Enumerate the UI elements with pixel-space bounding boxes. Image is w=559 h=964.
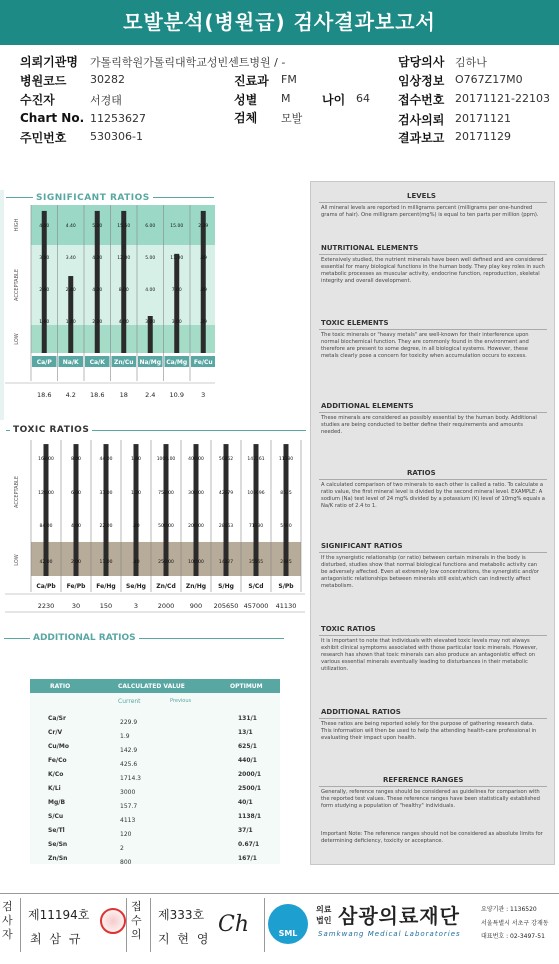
ratio-value: 30	[71, 602, 81, 610]
reference-text: Generally, reference ranges should be considered as guidelines for comparison with the reported test values. These reference ranges have been statistically established form studying a population of "healthy" individuals.	[321, 789, 540, 809]
ratio-name: K/Co	[48, 771, 64, 778]
report-title: 모발분석(병원급) 검사결과보고서	[0, 0, 559, 45]
current-value: 4113	[120, 817, 136, 824]
ratio-label: Ca/K	[89, 359, 105, 366]
current-value: 229.9	[120, 719, 138, 726]
tick-label: 1.40	[65, 320, 76, 325]
ratio-name: Fe/Co	[48, 757, 67, 764]
ratio-value: 900	[189, 602, 203, 610]
ratio-name: K/Li	[48, 785, 61, 792]
current-value: 1.9	[120, 733, 130, 740]
ratio-label: Se/Hg	[126, 583, 146, 590]
sig-ratios-title: SIGNIFICANT RATIOS	[33, 193, 153, 203]
optimum-value: 167/1	[238, 855, 257, 862]
additional-elements-heading: ADDITIONAL ELEMENTS	[321, 402, 414, 410]
tick-label: 8535	[280, 491, 292, 496]
tick-label: 168.00	[38, 457, 54, 462]
tick-label: 71130	[248, 524, 264, 529]
institution-label: 의뢰기관명	[20, 55, 78, 69]
report-date-value: 20171129	[455, 130, 511, 143]
tick-label: 100.00	[188, 560, 204, 565]
ratio-label: Fe/Pb	[66, 583, 86, 590]
tick-label: 4.00	[39, 224, 50, 229]
tick-label: 11.00	[170, 256, 184, 261]
col-current: Current	[118, 698, 141, 705]
tick-label: 8.00	[118, 288, 129, 293]
ratio-label: Ca/Mg	[166, 359, 188, 366]
optimum-value: 625/1	[238, 743, 257, 750]
tick-label: 1.20	[130, 491, 142, 496]
ratio-bar	[44, 444, 49, 576]
org-name: 삼광의료재단	[338, 904, 460, 928]
ratio-label: Zn/Cd	[156, 583, 176, 590]
ratio-name: S/Cu	[48, 813, 64, 820]
tick-label: 84.00	[39, 524, 53, 529]
age-value: 64	[356, 92, 370, 105]
tick-label: 1.60	[39, 320, 50, 325]
ratio-bar	[284, 444, 289, 576]
additional-ratios-text: These ratios are being reported solely for the purpose of gathering research data. This information will then be used to help the attending health-care professional in evaluating their impact upon health.	[321, 721, 537, 741]
optimum-value: 2000/1	[238, 771, 262, 778]
tick-label: 4.20	[92, 256, 103, 261]
ratio-name: Zn/Sn	[48, 855, 68, 862]
org-prefix-1: 의료	[316, 905, 332, 914]
toxic-ratios-heading: TOXIC RATIOS	[321, 625, 376, 633]
tick-label: 7.00	[171, 288, 182, 293]
zone-label: ACCEPTABLE	[14, 476, 20, 508]
ratios-text: A calculated comparison of two minerals to each other is called a ratio. To calculate a ratio value, the first mineral level is divided by the second mineral level. EXAMPLE: A sodium (Na) test level of 24 mg% divided by a potassium (K) level of 10mg% equals a Na/K ratio of 2.4 to 1.	[321, 482, 545, 509]
ratio-value: 457000	[243, 602, 269, 610]
tick-label: 11.00	[99, 560, 113, 565]
additional-ratios-table	[30, 679, 280, 864]
ratio-value: 10.9	[169, 391, 184, 399]
tick-label: 500.00	[158, 524, 174, 529]
ratio-label: Fe/Cu	[193, 359, 213, 366]
footer	[0, 893, 559, 956]
col-calculated: CALCULATED VALUE	[118, 683, 185, 690]
tick-label: 42.00	[39, 560, 53, 565]
nutritional-heading: NUTRITIONAL ELEMENTS	[321, 244, 419, 252]
significant-text: If the synergistic relationship (or ratio) between certain minerals in the body is disturbed, studies show that normal biological functions and metabolic activity can be adversely affected. Even at extremely low concentrations, the synergistic and/or antagonistic relationships between minerals still exist,which can indirectly affect metabolism.	[321, 555, 539, 589]
tick-label: 28453	[218, 524, 234, 529]
tick-label: 15.00	[170, 224, 184, 229]
optimum-value: 440/1	[238, 757, 257, 764]
toxic-ratios-text: It is important to note that individuals with elevated toxic levels may not always exhibit clinical symptoms associated with those particular toxic minerals. However, research has shown that toxic minerals can also produce an antagonistic effect on various essential minerals eventually leading to disturbances in their metabolic utilization.	[321, 638, 538, 672]
examiner-name: 최 삼 규	[30, 932, 83, 946]
dept-label: 진료과	[234, 74, 269, 88]
toxic-ratios-chart	[5, 436, 305, 614]
tick-label: 2845	[280, 560, 292, 565]
examiner-license: 제11194호	[28, 908, 90, 922]
receipt-label: 접수번호	[398, 93, 445, 107]
tick-label: 6.00	[145, 224, 156, 229]
ratio-bar	[174, 254, 179, 353]
tick-label: .80	[132, 524, 140, 529]
tick-label: 5.20	[92, 224, 103, 229]
tick-label: 300.00	[188, 491, 204, 496]
significant-heading: SIGNIFICANT RATIOS	[321, 542, 403, 550]
receiver-license: 제333호	[158, 908, 205, 922]
tick-label: 56852	[218, 457, 234, 462]
tick-label: 4.00	[70, 524, 82, 529]
sex-label: 성별	[234, 93, 258, 107]
toxic-ratios-title: TOXIC RATIOS	[10, 425, 92, 435]
tick-label: 4.00	[118, 320, 129, 325]
tick-label: 142261	[247, 457, 265, 462]
tick-label: .89	[199, 288, 207, 293]
ratio-label: Na/Mg	[139, 359, 162, 366]
zone-label: HIGH	[14, 218, 20, 232]
tick-label: 1.60	[130, 457, 142, 462]
significant-ratios-chart	[5, 203, 215, 403]
current-value: 425.6	[120, 761, 138, 768]
current-value: 800	[120, 859, 132, 866]
request-value: 20171121	[455, 112, 511, 125]
ratio-value: 41130	[275, 602, 297, 610]
receiver-name: 지 현 영	[158, 932, 211, 946]
optimum-value: 1138/1	[238, 813, 262, 820]
col-optimum: OPTIMUM	[230, 683, 263, 690]
toxic-elements-text: The toxic minerals or "heavy metals" are well-known for their interference upon normal biochemical function. They are commonly found in the environment and therefore are present to some degree, in all biological systems. However, these metals clearly pose a concern for toxicity when accumulation occurs to excess.	[321, 332, 529, 359]
tick-label: 4.40	[65, 224, 76, 229]
ratio-bar	[74, 444, 79, 576]
resident-value: 530306-1	[90, 130, 143, 143]
ratio-value: 18.6	[37, 391, 52, 399]
ratio-label: S/Pb	[278, 583, 294, 590]
ratio-bar	[194, 444, 199, 576]
specimen-label: 검체	[234, 111, 258, 125]
tick-label: 3.00	[39, 256, 50, 261]
resident-label: 주민번호	[20, 131, 67, 145]
doctor-value: 김하나	[455, 56, 487, 69]
ratio-name: Ca/Sr	[48, 715, 66, 722]
tick-label: 5.00	[145, 256, 156, 261]
current-value: 2	[120, 845, 124, 852]
reference-note: Important Note: The reference ranges should not be considered as absolute limits for determining deficiency, toxicity or acceptance.	[321, 831, 543, 844]
left-margin-stripe	[0, 190, 4, 420]
chart-no-value: 11253627	[90, 112, 146, 125]
clinical-label: 임상정보	[398, 74, 445, 88]
tick-label: 750.00	[158, 491, 174, 496]
optimum-value: 2500/1	[238, 785, 262, 792]
signature: Ch	[218, 912, 250, 937]
tick-label: 400.00	[188, 457, 204, 462]
tick-label: 15.50	[117, 224, 131, 229]
sex-value: M	[281, 92, 291, 105]
col-previous: Previous	[170, 698, 192, 704]
zone-label: LOW	[14, 554, 20, 566]
tick-label: 2.00	[70, 560, 82, 565]
optimum-value: 37/1	[238, 827, 253, 834]
doctor-label: 담당의사	[398, 55, 445, 69]
ratio-value: 2000	[157, 602, 175, 610]
hospital-code-label: 병원코드	[20, 74, 67, 88]
ratio-bar	[121, 211, 126, 353]
additional-elements-text: These minerals are considered as possibly essential by the human body. Additional studies are being conducted to better define their requirements and amounts needed.	[321, 415, 537, 435]
current-value: 157.7	[120, 803, 138, 810]
tick-label: .89	[199, 256, 207, 261]
toxic-elements-heading: TOXIC ELEMENTS	[321, 319, 389, 327]
ratio-label: Zn/Cu	[114, 359, 134, 366]
current-value: 3000	[120, 789, 136, 796]
tick-label: 2.60	[39, 288, 50, 293]
org-english: Samkwang Medical Laboratories	[318, 930, 461, 938]
tick-label: 14227	[218, 560, 234, 565]
ratio-label: S/Cd	[248, 583, 264, 590]
ratio-name: Se/Sn	[48, 841, 68, 848]
telephone: 대표번호 : 02-3497-51	[481, 933, 545, 940]
tick-label: .39	[199, 320, 207, 325]
tick-label: 42679	[218, 491, 234, 496]
nutritional-text: Extensively studied, the nutrient minerals have been well defined and are considered essential for many biological functions in the human body. They play key roles in such metabolic processes as muscular activity, endocrine function, reproduction, skeletal integrity and overall development.	[321, 257, 545, 284]
org-prefix-2: 법인	[316, 916, 332, 925]
clinical-value: O767Z17M0	[455, 73, 523, 86]
age-label: 나이	[322, 93, 346, 107]
ratio-name: Mg/B	[48, 799, 66, 806]
ratio-bar	[134, 444, 139, 576]
tick-label: 22.00	[99, 524, 113, 529]
tick-label: 3.00	[145, 320, 156, 325]
ratio-value: 18	[119, 391, 128, 399]
ratio-bar	[104, 444, 109, 576]
ratio-name: Se/Tl	[48, 827, 65, 834]
ratio-bar	[254, 444, 259, 576]
ratios-heading: RATIOS	[407, 469, 436, 477]
receiver-vertical: 접수의	[131, 900, 142, 941]
tick-label: 35565	[248, 560, 264, 565]
tick-label: 33.00	[99, 491, 113, 496]
optimum-value: 0.67/1	[238, 841, 260, 848]
levels-heading: LEVELS	[407, 192, 436, 200]
dept-value: FM	[281, 73, 297, 86]
ratio-bar	[224, 444, 229, 576]
request-label: 검사의뢰	[398, 113, 445, 127]
institution-value: 가톨릭학원가톨릭대학교성빈센트병원 / -	[90, 56, 286, 69]
tick-label: 106696	[247, 491, 265, 496]
ratio-value: 4.2	[65, 391, 76, 399]
tick-label: 250.00	[158, 560, 174, 565]
ratio-label: Zn/Hg	[185, 583, 207, 590]
col-ratio: RATIO	[50, 683, 71, 690]
info-panel	[310, 181, 555, 865]
ratio-value: 3	[201, 391, 206, 399]
ratio-label: Ca/Pb	[36, 583, 56, 590]
additional-ratios-title: ADDITIONAL RATIOS	[30, 633, 139, 643]
tick-label: .40	[132, 560, 140, 565]
examiner-vertical: 검사자	[2, 900, 13, 941]
reference-heading: REFERENCE RANGES	[383, 776, 464, 784]
tick-label: 126.00	[38, 491, 54, 496]
tick-label: 11380	[278, 457, 294, 462]
tick-label: 5690	[280, 524, 292, 529]
tick-label: 6.00	[70, 491, 82, 496]
ratio-value: 205650	[213, 602, 239, 610]
ratio-value: 2230	[37, 602, 55, 610]
ratio-value: 150	[99, 602, 113, 610]
patient-value: 서경태	[90, 94, 122, 107]
registration: 요양기관 : 1136520	[481, 906, 537, 913]
current-value: 1714.3	[120, 775, 141, 782]
ratio-name: Cu/Mo	[48, 743, 69, 750]
tick-label: 2.20	[92, 320, 103, 325]
tick-label: 8.00	[70, 457, 82, 462]
ratio-label: Na/K	[62, 359, 79, 366]
tick-label: 4.20	[92, 288, 103, 293]
tick-label: 2.39	[198, 224, 209, 229]
ratio-label: Ca/P	[36, 359, 52, 366]
ratio-bar	[201, 211, 206, 353]
tick-label: 4.00	[145, 288, 156, 293]
zone-label: ACCEPTABLE	[14, 269, 20, 301]
tick-label: 3.40	[65, 256, 76, 261]
receipt-value: 20171121-22103	[455, 92, 550, 105]
tick-label: 200.00	[188, 524, 204, 529]
address: 서울특별시 서초구 강재동	[481, 920, 549, 927]
ratio-label: S/Hg	[218, 583, 234, 590]
tick-label: 44.00	[99, 457, 113, 462]
ratio-value: 18.6	[90, 391, 105, 399]
ratio-label: Fe/Hg	[96, 583, 116, 590]
current-value: 120	[120, 831, 132, 838]
tick-label: 3.00	[171, 320, 182, 325]
chart-no-label: Chart No.	[20, 111, 85, 125]
ratio-bar	[42, 211, 47, 353]
ratio-value: 2.4	[145, 391, 156, 399]
sml-logo-icon: SML	[268, 904, 308, 944]
optimum-value: 13/1	[238, 729, 253, 736]
red-seal-icon	[100, 908, 126, 934]
ratio-name: Cr/V	[48, 729, 63, 736]
current-value: 142.9	[120, 747, 138, 754]
optimum-value: 131/1	[238, 715, 257, 722]
levels-text: All mineral levels are reported in milligrams percent (milligrams per one-hundred grams of hair). One milligram percent(mg%) is equal to ten parts per million (ppm).	[321, 205, 539, 218]
ratio-bar	[95, 211, 100, 353]
report-date-label: 결과보고	[398, 131, 445, 145]
ratio-value: 3	[133, 602, 139, 610]
patient-label: 수진자	[20, 93, 55, 107]
zone-label: LOW	[14, 333, 20, 345]
specimen-value: 모발	[281, 112, 303, 125]
ratio-bar	[164, 444, 169, 576]
tick-label: 1000.00	[156, 457, 176, 462]
hospital-code-value: 30282	[90, 73, 125, 86]
tick-label: 12.00	[117, 256, 131, 261]
additional-ratios-heading: ADDITIONAL RATIOS	[321, 708, 401, 716]
tick-label: 2.40	[65, 288, 76, 293]
optimum-value: 40/1	[238, 799, 253, 806]
